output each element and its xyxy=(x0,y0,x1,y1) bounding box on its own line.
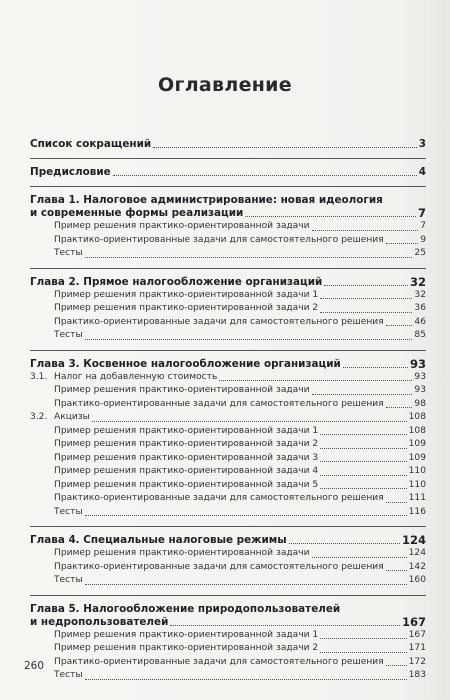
dot-leader xyxy=(320,488,406,489)
toc-entry-label: Глава 4. Специальные налоговые режимы xyxy=(30,534,287,546)
toc-chapter-3 xyxy=(30,358,426,371)
toc-page-number: 93 xyxy=(409,356,426,371)
toc-section-number: 3.2. xyxy=(30,412,48,422)
toc-page-number: 93 xyxy=(414,385,426,395)
toc-item-label: Тесты xyxy=(54,506,83,517)
toc-page-number: 142 xyxy=(408,561,426,572)
dot-leader xyxy=(85,257,413,258)
toc-item-label: Практико-ориентированные задачи для самостоятельного решения xyxy=(54,561,384,572)
toc-page-number: 93 xyxy=(414,371,426,382)
toc-item xyxy=(30,316,426,330)
toc-chapter-title-line2 xyxy=(30,207,426,220)
toc-item-label: Практико-ориентированные задачи для самостоятельного решения xyxy=(54,493,384,503)
toc-entry-label: Предисловие xyxy=(30,166,111,178)
dot-leader xyxy=(320,638,406,639)
toc-item-label: Пример решения практико-ориентированной задачи 3 xyxy=(54,452,319,463)
dot-leader xyxy=(85,584,407,585)
toc-chapter-2 xyxy=(30,276,426,289)
dot-leader xyxy=(320,434,406,435)
toc-page-number: 110 xyxy=(408,479,426,490)
toc-chapter-title-line1: Глава 1. Налоговое администрирование: новая идеология xyxy=(30,194,383,206)
toc-page-number: 46 xyxy=(414,316,426,327)
toc-page-number: 3 xyxy=(418,138,426,150)
dot-leader xyxy=(320,312,412,313)
toc-entry-label: Список сокращений xyxy=(30,138,152,150)
toc-item xyxy=(30,220,426,234)
toc-item-label: Тесты xyxy=(54,330,83,340)
toc-page-number: 32 xyxy=(409,274,426,289)
divider xyxy=(30,158,426,159)
dot-leader xyxy=(386,407,413,408)
toc-page-number: 7 xyxy=(420,221,426,231)
toc-section-label-wrap xyxy=(30,411,90,425)
toc-page-number: 110 xyxy=(408,466,426,476)
toc-page-number: 109 xyxy=(408,452,426,463)
dot-leader xyxy=(320,298,412,299)
toc-item-label: Пример решения практико-ориентированной задачи xyxy=(54,221,310,231)
dot-leader xyxy=(85,679,407,680)
toc-page-number: 108 xyxy=(408,412,426,422)
toc-page-number: 25 xyxy=(414,248,426,258)
toc-section-number: 3.1. xyxy=(30,371,48,382)
toc-item xyxy=(30,492,426,506)
dot-leader xyxy=(312,230,419,231)
dot-leader xyxy=(320,652,406,653)
toc-chapter-title-line2 xyxy=(30,616,426,629)
toc-section-label: Налог на добавленную стоимость xyxy=(54,371,218,382)
toc-page-number: 172 xyxy=(408,656,426,667)
toc-item xyxy=(30,547,426,561)
dot-leader xyxy=(92,421,407,422)
dot-leader xyxy=(85,339,413,340)
toc-page-number: 160 xyxy=(408,575,426,585)
page-number: 260 xyxy=(24,660,45,672)
toc-item-label: Пример решения практико-ориентированной задачи xyxy=(54,548,310,558)
toc-page-number: 111 xyxy=(408,493,426,503)
toc-page-number: 7 xyxy=(417,206,426,220)
dot-leader xyxy=(320,448,406,449)
toc-chapter-title-line1: Глава 5. Налогообложение природопользователей xyxy=(30,602,341,615)
toc-page-number: 108 xyxy=(408,425,426,436)
toc-item xyxy=(30,452,426,466)
toc-entry-preface xyxy=(30,166,426,179)
toc-item xyxy=(30,438,426,452)
toc-item xyxy=(30,247,426,261)
dot-leader xyxy=(386,325,413,326)
dot-leader xyxy=(85,515,407,516)
dot-leader xyxy=(386,665,407,666)
toc-item-label: Пример решения практико-ориентированной задачи xyxy=(54,385,310,395)
divider xyxy=(30,526,426,527)
toc-item-label: Пример решения практико-ориентированной задачи 2 xyxy=(54,439,319,449)
dot-leader xyxy=(312,394,413,395)
toc-item-label: Практико-ориентированные задачи для самостоятельного решения xyxy=(54,656,384,667)
toc-item-label: Пример решения практико-ориентированной задачи 4 xyxy=(54,466,319,476)
dot-leader xyxy=(386,243,419,244)
toc-item xyxy=(30,234,426,248)
toc-page-number: 109 xyxy=(408,439,426,449)
toc-page-number: 124 xyxy=(401,533,426,547)
toc-item-label: Пример решения практико-ориентированной задачи 5 xyxy=(54,479,319,490)
toc-item-label: Пример решения практико-ориентированной задачи 1 xyxy=(54,425,319,436)
toc-item xyxy=(30,629,426,643)
dot-leader xyxy=(245,216,416,217)
toc-page-number: 124 xyxy=(408,548,426,558)
toc-entry-label: и недропользователей xyxy=(30,615,169,628)
toc-chapter-1 xyxy=(30,194,426,220)
toc-item xyxy=(30,329,426,343)
dot-leader xyxy=(343,367,408,368)
toc-chapter-4 xyxy=(30,534,426,547)
toc-item-label: Тесты xyxy=(54,248,83,258)
dot-leader xyxy=(153,147,417,148)
toc-section-3-2 xyxy=(30,411,426,425)
toc-item xyxy=(30,479,426,493)
toc-item xyxy=(30,398,426,412)
toc-page-number: 116 xyxy=(408,506,426,517)
divider xyxy=(30,595,426,596)
toc-item xyxy=(30,425,426,439)
toc-page-number: 36 xyxy=(414,303,426,313)
toc-item-label: Практико-ориентированные задачи для самостоятельного решения xyxy=(54,316,384,327)
toc-item xyxy=(30,302,426,316)
toc-page-number: 167 xyxy=(401,614,426,629)
toc-item-label: Практико-ориентированные задачи для самостоятельного решения xyxy=(54,398,384,409)
toc-item xyxy=(30,669,426,683)
toc-item-label: Пример решения практико-ориентированной задачи 1 xyxy=(54,629,319,640)
toc-entry-abbreviations xyxy=(30,138,426,151)
page-title: Оглавление xyxy=(158,74,292,96)
dot-leader xyxy=(324,285,408,286)
toc-page-number: 85 xyxy=(414,330,426,340)
table-of-contents xyxy=(30,132,426,683)
toc-page-number: 167 xyxy=(408,629,426,640)
dot-leader xyxy=(289,543,400,544)
divider xyxy=(30,186,426,187)
dot-leader xyxy=(320,475,406,476)
toc-section-3-1 xyxy=(30,371,426,385)
toc-item-label: Пример решения практико-ориентированной задачи 2 xyxy=(54,303,319,313)
toc-item xyxy=(30,642,426,656)
toc-item xyxy=(30,574,426,588)
toc-item xyxy=(30,465,426,479)
toc-item-label: Тесты xyxy=(54,670,83,680)
toc-item xyxy=(30,656,426,670)
toc-page-number: 183 xyxy=(408,670,426,680)
toc-item-label: Пример решения практико-ориентированной задачи 2 xyxy=(54,643,319,653)
toc-page-number: 171 xyxy=(408,643,426,653)
toc-item xyxy=(30,384,426,398)
dot-leader xyxy=(320,461,406,462)
divider xyxy=(30,350,426,351)
dot-leader xyxy=(386,502,407,503)
toc-item-label: Практико-ориентированные задачи для самостоятельного решения xyxy=(54,234,384,245)
dot-leader xyxy=(386,570,407,571)
toc-entry-label: Глава 2. Прямое налогообложение организаций xyxy=(30,275,323,288)
toc-item-label: Тесты xyxy=(54,575,83,585)
dot-leader xyxy=(312,557,407,558)
toc-entry-label: и современные формы реализации xyxy=(30,207,244,219)
toc-page-number: 98 xyxy=(414,398,426,409)
toc-item xyxy=(30,289,426,303)
toc-item xyxy=(30,561,426,575)
divider xyxy=(30,268,426,269)
toc-item-label: Пример решения практико-ориентированной задачи 1 xyxy=(54,289,319,300)
dot-leader xyxy=(219,380,412,381)
toc-page-number: 32 xyxy=(414,289,426,300)
toc-section-label: Акцизы xyxy=(54,412,90,422)
toc-item xyxy=(30,506,426,520)
toc-page-number: 9 xyxy=(420,234,426,245)
toc-section-label-wrap xyxy=(30,371,217,385)
toc-chapter-5 xyxy=(30,603,426,629)
dot-leader xyxy=(170,625,400,626)
toc-entry-label: Глава 3. Косвенное налогообложение организаций xyxy=(30,357,341,370)
dot-leader xyxy=(113,175,417,176)
toc-page-number: 4 xyxy=(418,166,426,178)
